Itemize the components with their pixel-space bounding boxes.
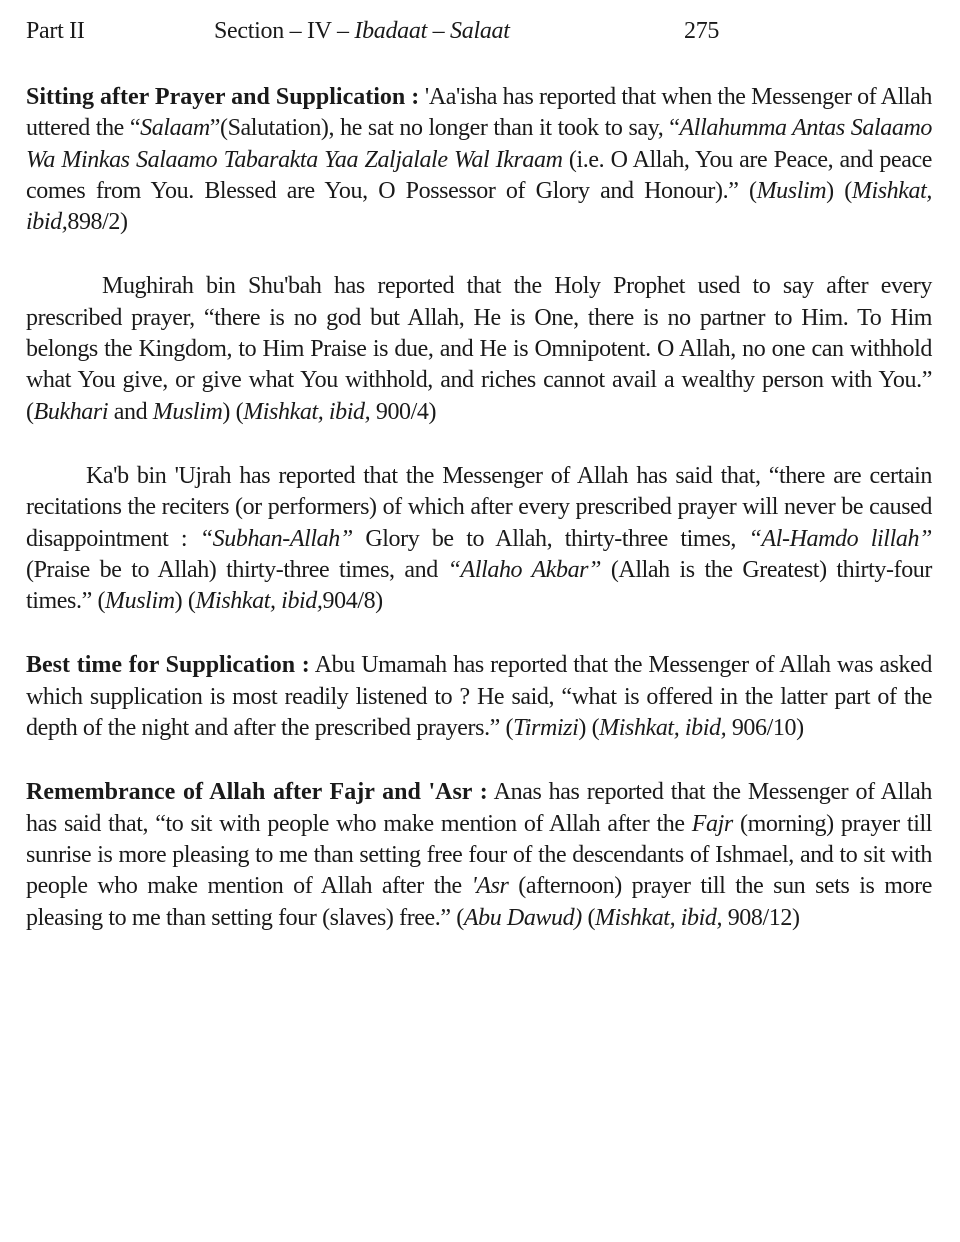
text: ”(Salutation), he sat no longer than it took to say, “	[209, 115, 680, 142]
paragraph-sitting-after-prayer	[26, 82, 932, 238]
page-header	[26, 18, 926, 52]
text: ) (	[174, 588, 196, 615]
text: (i.e. O Allah, You are Peace, and peace comes from You. Blessed are You, O Possessor of Glory and Honour).” (	[26, 146, 932, 204]
text: (morning) prayer till sunrise is more pleasing to me than setting free four of the descendants of Ishmael, and to sit with people who make mention of Allah after the	[26, 810, 932, 900]
text: 908/12)	[722, 904, 800, 931]
italic-reference: Mishkat, ibid,	[595, 904, 723, 931]
italic-reference: Mishkat, ibid,	[26, 177, 932, 236]
paragraph-remembrance-after-fajr-asr	[26, 777, 932, 933]
section-heading: Sitting after Prayer and Supplication :	[26, 84, 420, 110]
italic-source: Abu Dawud)	[463, 904, 582, 931]
italic-reference: Mishkat, ibid,	[599, 715, 727, 742]
italic-term: Fajr	[691, 810, 733, 837]
text: ) (	[578, 715, 600, 742]
paragraph-best-time-for-supplication	[26, 650, 932, 744]
text: and	[108, 398, 153, 425]
italic-term: “Allaho Akbar”	[447, 556, 602, 583]
section-italic: Ibadaat – Salaat	[354, 18, 510, 44]
text: Mughirah bin Shu'bah has reported that the Holy Prophet used to say after every prescribed prayer, “there is no god but Allah, He is One, there is no partner to Him. To Him belongs the Kingdom, to Him Praise is due, and He is Omnipotent. O Allah, no one can withhold what You give, or give what You withhold, and riches cannot avail a wealthy person with You.” (	[26, 273, 932, 425]
italic-term: Salaam	[140, 115, 210, 142]
italic-reference: Mishkat, ibid,	[195, 588, 323, 615]
italic-source: Muslim	[152, 398, 223, 425]
text: Anas has reported that the Messenger of Allah has said that, “to sit with people who make mention of Allah after the	[26, 779, 932, 837]
italic-term: 'Asr	[471, 873, 509, 900]
section-heading: Remembrance of Allah after Fajr and 'Asr :	[26, 779, 488, 806]
text: 904/8)	[322, 588, 383, 615]
text: Ka'b bin 'Ujrah has reported that the Messenger of Allah has said that, “there are certain recitations the reciters (or performers) of which after every prescribed prayer will never be caused disappointment :	[26, 462, 932, 552]
italic-term: “Subhan-Allah”	[199, 525, 353, 552]
text: 900/4)	[370, 398, 437, 425]
italic-source: Muslim	[105, 588, 175, 615]
part-label: Part II	[26, 18, 85, 44]
section-prefix: Section – IV –	[214, 18, 355, 44]
text: 898/2)	[67, 209, 128, 236]
text: 906/10)	[726, 715, 804, 742]
paragraph-mughirah	[26, 271, 932, 427]
page-number: 275	[684, 18, 720, 44]
italic-source: Tirmizi	[513, 715, 579, 742]
section-title	[214, 18, 510, 45]
text: (Allah is the Greatest) thirty-four times.” (	[26, 556, 932, 615]
paragraph-kab-bin-ujrah	[26, 461, 932, 617]
italic-source: Bukhari	[33, 398, 109, 425]
italic-transliteration: Allahumma Antas Salaamo Wa Minkas Salaamo Tabarakta Yaa Zaljalale Wal Ikraam	[26, 115, 932, 173]
text: Glory be to Allah, thirty-three times,	[352, 525, 749, 552]
text: ) (	[222, 398, 244, 425]
text: (Praise be to Allah) thirty-three times, and	[26, 556, 448, 583]
italic-source: Muslim	[756, 177, 827, 204]
text: (afternoon) prayer till the sun sets is more pleasing to me than setting four (slaves) free.” (	[26, 873, 933, 931]
text: ) (	[826, 177, 852, 204]
page-body	[26, 82, 932, 967]
text: Abu Umamah has reported that the Messenger of Allah was asked which supplication is most readily listened to ? He said, “what is offered in the latter part of the depth of the night and after the prescribed prayers.” (	[26, 652, 932, 742]
italic-reference: Mishkat, ibid,	[243, 398, 371, 425]
text: (	[581, 904, 596, 931]
italic-term: “Al-Hamdo lillah”	[748, 525, 932, 552]
section-heading: Best time for Supplication :	[26, 652, 310, 679]
text: 'Aa'isha has reported that when the Messenger of Allah uttered the “	[26, 84, 932, 142]
